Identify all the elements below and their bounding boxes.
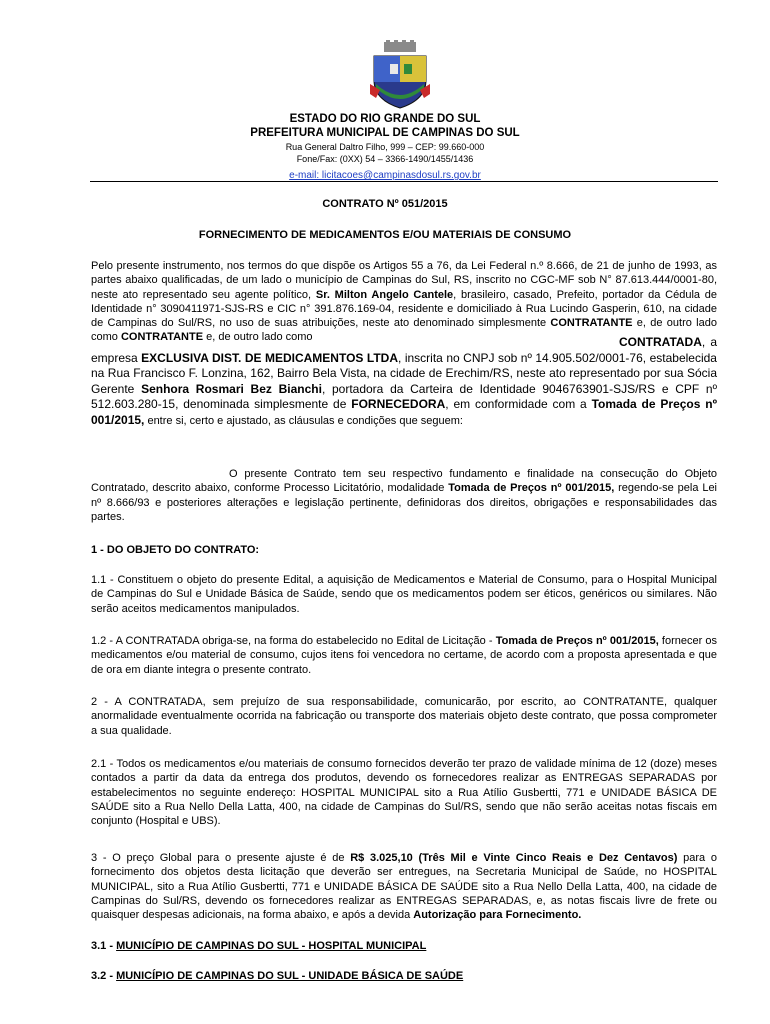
clause-3: 3 - O preço Global para o presente ajuste é de R$ 3.025,10 (Três Mil e Vinte Cinco Reais e Dez Centavos) para o fornecimento dos objetos desta licitação que deverão ser entregues, na Secretaria Municipal de Saúde, no HOSPITAL MUNICIPAL, sito a Rua Atílio Gusbertti, 771 e UNIDADE BÁSICA DE SAÚDE sito a Rua Nello Della Latta, 400, na cidade de Campinas do Sul/RS, devendo os fornecedores realizar as ENTREGAS SEPARADAS, e, as notas fiscais livre de frete ou quaisquer despesas adicionais, na forma abaixo, e após a devida Autorização para Fornecimento. xyxy=(91,852,717,922)
intro-paragraph: Pelo presente instrumento, nos termos do que dispõe os Artigos 55 a 76, da Lei Federal n.º 8.666, de 21 de junho de 1993, as partes abaixo qualificadas, de um lado o município de Campinas do Sul, RS, inscrito no CGC-MF sob N° 87.613.444/0001-80, neste ato representado seu agente político, Sr. Milton Angelo Cantele, brasileiro, casado, Prefeito, portador da Cédula de Identidade n° 3090411971-SJS-RS e CIC n° 391.876.169-04, residente e domiciliado à Rua Lucindo Gasperin, 610, na cidade de Campinas do Sul/RS, no uso de suas atribuições, neste ato denominado simplesmente CONTRATANTE e, de outro lado como CONTRATANTE e, de outro lado como xyxy=(91,260,717,344)
clause-2-1: 2.1 - Todos os medicamentos e/ou materiais de consumo fornecidos deverão ter prazo de validade mínima de 12 (doze) meses contados a partir da data da entrega dos produtos, devendo os fornecedores realizar as ENTREGAS SEPARADAS por estabelecimentos no seguinte endereço: HOSPITAL MUNICIPAL sito a Rua Atílio Gusbertti, 771 e UNIDADE BÁSICA DE SAÚDE sito a Rua Nello Della Latta, 400, na cidade de Campinas do Sul/RS, sendo que não serão aceitas notas fiscais em conjunto (Hospital e UBS). xyxy=(91,758,717,828)
section-3-1-title: 3.1 - MUNICÍPIO DE CAMPINAS DO SUL - HOSPITAL MUNICIPAL xyxy=(91,940,427,952)
contract-subject: FORNECIMENTO DE MEDICAMENTOS E/OU MATERIAIS DE CONSUMO xyxy=(198,229,572,241)
intro-paragraph-cont: CONTRATADA, a empresa EXCLUSIVA DIST. DE MEDICAMENTOS LTDA, inscrita no CNPJ sob nº 14.905.502/0001-76, estabelecida na Rua Francisco F. Lonzina, 162, Bairro Bela Vista, na cidade de Erechim/RS, neste ato representado por sua Sócia Gerente Senhora Rosmari Bez Bianchi, portadora da Carteira de Identidade 9046763901-SJS/RS e CPF nº 512.603.280-15, denominada simplesmente de FORNECEDORA, em conformidade com a Tomada de Preços nº 001/2015, entre si, certo e ajustado, as cláusulas e condições que seguem: xyxy=(91,335,717,427)
header-divider xyxy=(90,181,718,182)
global-price: R$ 3.025,10 (Três Mil e Vinte Cinco Reais e Dez Centavos) xyxy=(350,852,678,864)
address-line: Rua General Daltro Filho, 999 – CEP: 99.660-000 xyxy=(285,142,485,152)
state-heading: ESTADO DO RIO GRANDE DO SUL xyxy=(289,113,481,125)
clause-1-1: 1.1 - Constituem o objeto do presente Edital, a aquisição de Medicamentos e Material de Consumo, para o Hospital Municipal de Campinas do Sul e Unidade Básica de Saúde, sendo que os medicamentos podem ser éticos, genéricos ou similares. Não serão aceitos medicamentos manipulados. xyxy=(91,574,717,615)
company-name: EXCLUSIVA DIST. DE MEDICAMENTOS LTDA xyxy=(141,350,399,365)
clause-1-2: 1.2 - A CONTRATADA obriga-se, na forma do estabelecido no Edital de Licitação - Tomada de Preços nº 001/2015, fornecer os medicamentos e/ou material de consumo, cujos itens foi vencedora no certame, de acordo com a proposta apresentada e que de ora em diante integra o presente contrato. xyxy=(91,635,717,676)
prefecture-heading: PREFEITURA MUNICIPAL DE CAMPINAS DO SUL xyxy=(250,127,520,139)
contract-number: CONTRATO Nº 051/2015 xyxy=(322,198,448,210)
email-link[interactable]: e-mail: licitacoes@campinasdosul.rs.gov.br xyxy=(289,170,481,181)
section-3-2-title: 3.2 - MUNICÍPIO DE CAMPINAS DO SUL - UNIDADE BÁSICA DE SAÚDE xyxy=(91,970,464,982)
foundation-paragraph: O presente Contrato tem seu respectivo fundamento e finalidade na consecução do Objeto Contratado, descrito abaixo, conforme Processo Licitatório, modalidade Tomada de Preços nº 001/2015, regendo-se pela Lei nº 8.666/93 e posteriores alterações e legislação pertinente, definidoras dos direitos, obrigações e responsabilidades das partes. xyxy=(91,468,718,523)
phone-line: Fone/Fax: (0XX) 54 – 3366-1490/1455/1436 xyxy=(296,154,474,164)
partner-name: Senhora Rosmari Bez Bianchi xyxy=(141,381,322,396)
section-1-title: 1 - DO OBJETO DO CONTRATO: xyxy=(91,544,260,556)
mayor-name: Sr. Milton Angelo Cantele xyxy=(315,288,454,301)
coat-of-arms-logo xyxy=(370,40,430,110)
clause-2: 2 - A CONTRATADA, sem prejuízo de sua responsabilidade, comunicarão, por escrito, ao CONTRATANTE, qualquer anormalidade eventualmente ocorrida na fabricação ou transporte dos materiais objeto deste contrato, que possa comprometer a sua qualidade. xyxy=(91,696,717,737)
